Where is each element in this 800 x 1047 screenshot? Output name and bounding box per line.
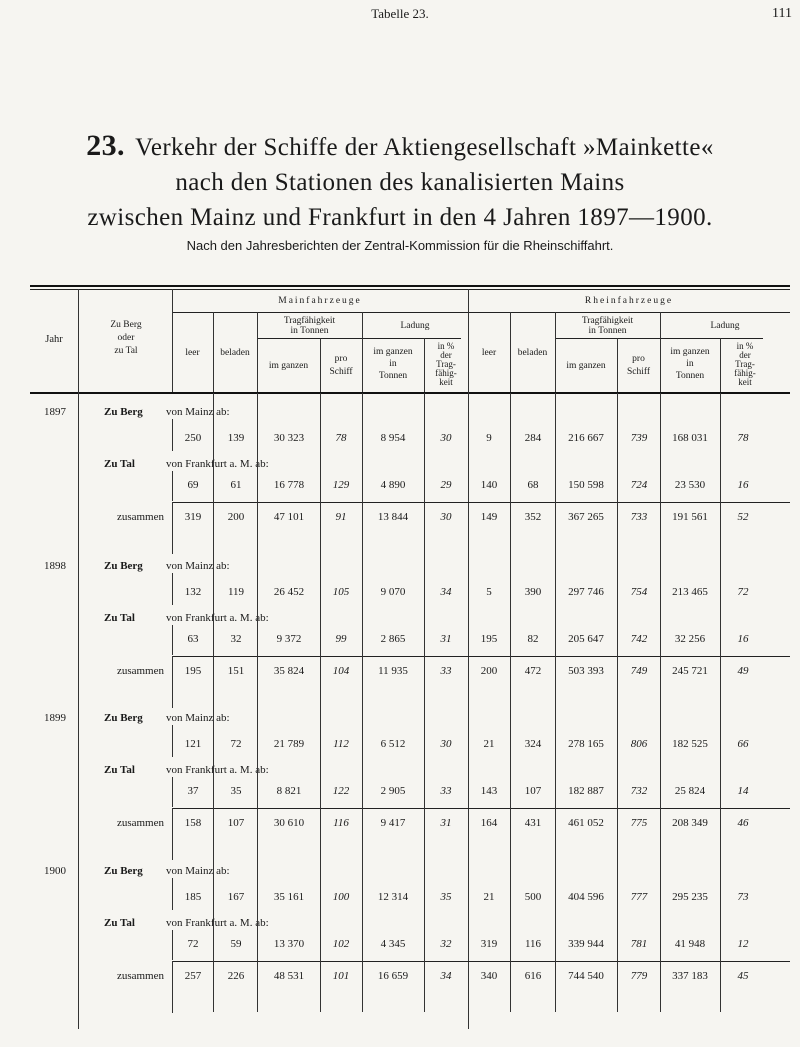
table-cell: 404 596: [568, 891, 604, 903]
body-col-rule: [320, 393, 321, 553]
table-cell: 41 948: [674, 938, 706, 950]
table-cell: 34: [440, 586, 452, 598]
table-cell: 150 598: [568, 479, 604, 491]
table-cell: 390: [524, 586, 542, 598]
table-cell: 100: [332, 891, 350, 903]
table-cell: 104: [332, 665, 350, 677]
table-cell: 143: [480, 785, 498, 797]
header-im-ganzen: im ganzen: [268, 361, 309, 371]
body-col-rule: [720, 852, 721, 1012]
table-cell: 119: [227, 586, 245, 598]
body-col-rule: [257, 852, 258, 1012]
table-cell: 16: [737, 633, 749, 645]
body-col-rule: [424, 852, 425, 1012]
station-von-frankfurt: von Frankfurt a. M. ab:: [166, 764, 269, 776]
table-cell: 30 323: [273, 432, 305, 444]
table-cell: 754: [630, 586, 648, 598]
body-col-rule: [720, 547, 721, 707]
table-cell: 340: [480, 970, 498, 982]
table-cell: 30: [440, 511, 452, 523]
table-cell: 72: [230, 738, 242, 750]
header-ladung: Ladung: [400, 321, 430, 331]
table-cell: 9 070: [380, 586, 406, 598]
table-source-note: Nach den Jahresberichten der Zentral-Kommission für die Rheinschiffahrt.: [186, 238, 614, 253]
table-cell: 61: [230, 479, 242, 491]
header-rhein-ladung-im-ganzen: im ganzen in Tonnen: [670, 347, 710, 381]
table-cell: 195: [480, 633, 498, 645]
table-cell: 200: [480, 665, 498, 677]
table-cell: 461 052: [568, 817, 604, 829]
station-von-mainz: von Mainz ab:: [166, 712, 230, 724]
body-col-rule: [555, 547, 556, 707]
table-cell: 31: [440, 817, 452, 829]
table-cell: 191 561: [672, 511, 708, 523]
header-rhein-ladung: Ladung: [710, 321, 740, 331]
body-col-rule: [320, 699, 321, 859]
col-rule-group: [468, 289, 469, 1029]
header-rhein-im-ganzen: im ganzen: [566, 361, 606, 371]
table-cell: 59: [230, 938, 242, 950]
header-leer: leer: [185, 348, 200, 358]
table-cell: 91: [335, 511, 347, 523]
table-cell: 30 610: [273, 817, 305, 829]
table-cell: 72: [187, 938, 199, 950]
table-cell: 33: [440, 665, 452, 677]
body-col-rule: [617, 547, 618, 707]
table-cell: 6 512: [380, 738, 406, 750]
table-cell: 30: [440, 738, 452, 750]
table-cell: 284: [524, 432, 542, 444]
group-header-rule: [172, 312, 790, 313]
running-head-title: Tabelle 23.: [371, 6, 429, 21]
header-rhein-pro-schiff: pro Schiff: [626, 354, 651, 377]
table-cell: 500: [524, 891, 542, 903]
table-cell: 69: [187, 479, 199, 491]
table-cell: 11 935: [378, 665, 408, 677]
body-col-rule: [510, 393, 511, 553]
title-line-2: nach den Stationen des kanalisierten Mains: [175, 169, 625, 196]
table-cell: 732: [630, 785, 648, 797]
table-cell: 78: [737, 432, 749, 444]
table-cell: 32: [230, 633, 242, 645]
table-cell: 4 890: [380, 479, 406, 491]
body-col-rule: [257, 699, 258, 859]
table-cell: 37: [187, 785, 199, 797]
table-cell: 503 393: [568, 665, 604, 677]
col-rule-jahr: [78, 289, 79, 1029]
header-pro-schiff: pro Schiff: [329, 354, 353, 377]
table-cell: 35 824: [273, 665, 305, 677]
station-von-mainz: von Mainz ab:: [166, 406, 230, 418]
table-cell: 8 954: [380, 432, 406, 444]
table-cell: 107: [524, 785, 542, 797]
row-label-zusammen: zusammen: [116, 970, 164, 982]
table-cell: 158: [184, 817, 202, 829]
table-cell: 616: [524, 970, 542, 982]
body-col-rule: [213, 393, 214, 553]
station-von-mainz: von Mainz ab:: [166, 865, 230, 877]
table-cell: 9: [486, 432, 492, 444]
table-cell: 9 417: [380, 817, 406, 829]
sum-rule: [172, 808, 790, 809]
body-col-rule: [660, 699, 661, 859]
table-cell: 21 789: [273, 738, 305, 750]
body-col-rule: [720, 699, 721, 859]
table-cell: 68: [527, 479, 539, 491]
table-cell: 101: [332, 970, 350, 982]
table-cell: 13 844: [377, 511, 409, 523]
row-label-zu-berg: Zu Berg: [104, 406, 143, 418]
sum-rule: [172, 502, 790, 503]
table-cell: 48 531: [273, 970, 305, 982]
table-cell: 14: [737, 785, 749, 797]
body-col-rule: [510, 547, 511, 707]
table-cell: 319: [480, 938, 498, 950]
table-cell: 34: [440, 970, 452, 982]
table-cell: 122: [332, 785, 350, 797]
table-cell: 245 721: [672, 665, 708, 677]
table-cell: 16: [737, 479, 749, 491]
table-cell: 35: [230, 785, 242, 797]
table-cell: 99: [335, 633, 347, 645]
table-cell: 26 452: [273, 586, 305, 598]
table-cell: 13 370: [273, 938, 305, 950]
body-col-rule: [555, 393, 556, 553]
table-cell: 132: [184, 586, 202, 598]
table-cell: 339 944: [568, 938, 604, 950]
table-cell: 31: [440, 633, 452, 645]
table-cell: 806: [630, 738, 648, 750]
table-cell: 195: [184, 665, 202, 677]
table-cell: 72: [737, 586, 749, 598]
table-cell: 733: [630, 511, 648, 523]
body-col-rule: [320, 547, 321, 707]
body-col-rule: [257, 393, 258, 553]
body-col-rule: [213, 699, 214, 859]
table-cell: 295 235: [672, 891, 708, 903]
table-cell: 9 372: [276, 633, 302, 645]
table-cell: 8 821: [276, 785, 302, 797]
table-cell: 182 887: [568, 785, 604, 797]
table-cell: 140: [480, 479, 498, 491]
table-cell: 297 746: [568, 586, 604, 598]
table-cell: 213 465: [672, 586, 708, 598]
table-cell: 63: [187, 633, 199, 645]
table-cell: 749: [630, 665, 648, 677]
row-label-zu-berg: Zu Berg: [104, 865, 143, 877]
row-label-zu-tal: Zu Tal: [104, 917, 135, 929]
header-in-prozent: in % der Trag- fähig- keit: [435, 341, 457, 387]
body-col-rule: [510, 699, 511, 859]
table-cell: 16 659: [377, 970, 409, 982]
table-cell: 5: [486, 586, 492, 598]
table-cell: 23 530: [674, 479, 706, 491]
station-von-frankfurt: von Frankfurt a. M. ab:: [166, 458, 269, 470]
body-col-rule: [424, 393, 425, 553]
table-cell: 775: [630, 817, 648, 829]
header-rhein-beladen: beladen: [517, 348, 548, 358]
sub-header-rule-main: [257, 338, 461, 339]
table-cell: 278 165: [568, 738, 604, 750]
body-col-rule: [213, 547, 214, 707]
title-line-3: zwischen Mainz und Frankfurt in den 4 Jahren 1897—1900.: [87, 204, 713, 231]
table-cell: 35 161: [273, 891, 305, 903]
station-von-mainz: von Mainz ab:: [166, 560, 230, 572]
table-cell: 724: [630, 479, 648, 491]
header-tragfaehigkeit: Tragfähigkeit in Tonnen: [283, 316, 336, 336]
table-cell: 257: [184, 970, 202, 982]
row-label-zu-tal: Zu Tal: [104, 612, 135, 624]
table-cell: 116: [333, 817, 349, 829]
body-col-rule: [617, 699, 618, 859]
table-cell: 30: [440, 432, 452, 444]
table-cell: 200: [227, 511, 245, 523]
table-cell: 45: [737, 970, 749, 982]
table-cell: 744 540: [568, 970, 604, 982]
table-cell: 47 101: [273, 511, 305, 523]
table-cell: 182 525: [672, 738, 708, 750]
table-cell: 431: [524, 817, 542, 829]
table-cell: 226: [227, 970, 245, 982]
header-bottom-rule: [30, 392, 790, 394]
table-cell: 46: [737, 817, 749, 829]
table-cell: 121: [184, 738, 202, 750]
sub-header-rule-rhein: [555, 338, 763, 339]
table-cell: 21: [483, 738, 495, 750]
table-cell: 102: [332, 938, 350, 950]
table-cell: 472: [524, 665, 542, 677]
table-cell: 185: [184, 891, 202, 903]
header-ladung-im-ganzen: im ganzen in Tonnen: [373, 347, 413, 381]
body-col-rule: [720, 393, 721, 553]
table-top-rule: [30, 285, 790, 287]
header-rhein-in-prozent: in % der Trag- fähig- keit: [734, 341, 756, 387]
table-cell: 107: [227, 817, 245, 829]
row-label-zusammen: zusammen: [116, 511, 164, 523]
title-number: 23.: [86, 129, 125, 162]
row-label-zu-tal: Zu Tal: [104, 458, 135, 470]
table-cell: 35: [440, 891, 452, 903]
title-line-1: 23. Verkehr der Schiffe der Aktiengesellschaft »Mainkette«: [86, 129, 714, 162]
table-cell: 25 824: [674, 785, 706, 797]
table-cell: 367 265: [568, 511, 604, 523]
year-label: 1897: [44, 406, 66, 418]
table-cell: 208 349: [672, 817, 708, 829]
body-col-rule: [660, 393, 661, 553]
table-cell: 319: [184, 511, 202, 523]
table-cell: 29: [440, 479, 452, 491]
table-cell: 139: [227, 432, 245, 444]
table-cell: 4 345: [380, 938, 406, 950]
table-cell: 167: [227, 891, 245, 903]
row-label-zusammen: zusammen: [116, 665, 164, 677]
table-cell: 777: [630, 891, 648, 903]
table-cell: 66: [737, 738, 749, 750]
table-cell: 779: [630, 970, 648, 982]
table-cell: 352: [524, 511, 542, 523]
header-jahr: Jahr: [45, 334, 63, 345]
sum-rule: [172, 656, 790, 657]
year-label: 1898: [44, 560, 66, 572]
header-rhein-tragfaehigkeit: Tragfähigkeit in Tonnen: [581, 316, 634, 336]
body-col-rule: [555, 699, 556, 859]
body-col-rule: [320, 852, 321, 1012]
table-cell: 129: [332, 479, 350, 491]
sum-rule: [172, 961, 790, 962]
table-cell: 324: [524, 738, 542, 750]
body-col-rule: [213, 852, 214, 1012]
table-cell: 205 647: [568, 633, 604, 645]
body-col-rule: [424, 547, 425, 707]
station-von-frankfurt: von Frankfurt a. M. ab:: [166, 612, 269, 624]
table-cell: 21: [483, 891, 495, 903]
body-col-rule: [660, 547, 661, 707]
body-col-rule: [362, 547, 363, 707]
table-cell: 112: [333, 738, 349, 750]
table-cell: 16 778: [273, 479, 305, 491]
year-label: 1899: [44, 712, 66, 724]
table-cell: 82: [527, 633, 539, 645]
table-cell: 2 865: [380, 633, 406, 645]
header-direction: Zu Berg oder zu Tal: [110, 320, 142, 356]
body-col-rule: [257, 547, 258, 707]
station-von-frankfurt: von Frankfurt a. M. ab:: [166, 917, 269, 929]
table-cell: 78: [335, 432, 347, 444]
table-cell: 32: [440, 938, 452, 950]
header-rheinfahrzeuge: Rheinfahrzeuge: [584, 296, 674, 306]
body-col-rule: [617, 393, 618, 553]
row-label-zu-berg: Zu Berg: [104, 712, 143, 724]
row-label-zu-berg: Zu Berg: [104, 560, 143, 572]
table-cell: 12: [737, 938, 749, 950]
table-cell: 168 031: [672, 432, 708, 444]
table-cell: 73: [737, 891, 749, 903]
page-number: 111: [772, 6, 792, 21]
body-col-rule: [555, 852, 556, 1012]
body-col-rule: [362, 699, 363, 859]
body-col-rule: [362, 852, 363, 1012]
body-col-rule: [510, 852, 511, 1012]
table-top-rule-2: [30, 289, 790, 290]
table-cell: 12 314: [377, 891, 409, 903]
table-cell: 781: [630, 938, 648, 950]
table-cell: 33: [440, 785, 452, 797]
body-col-rule: [424, 699, 425, 859]
table-cell: 116: [524, 938, 542, 950]
table-cell: 337 183: [672, 970, 708, 982]
table-cell: 250: [184, 432, 202, 444]
table-cell: 49: [737, 665, 749, 677]
table-cell: 742: [630, 633, 648, 645]
row-label-zu-tal: Zu Tal: [104, 764, 135, 776]
row-label-zusammen: zusammen: [116, 817, 164, 829]
table-cell: 739: [630, 432, 648, 444]
body-col-rule: [362, 393, 363, 553]
year-label: 1900: [44, 865, 66, 877]
table-cell: 2 905: [380, 785, 406, 797]
header-rhein-leer: leer: [481, 348, 497, 358]
header-mainfahrzeuge: Mainfahrzeuge: [278, 296, 362, 306]
table-cell: 32 256: [674, 633, 706, 645]
table-cell: 216 667: [568, 432, 604, 444]
header-beladen: beladen: [220, 348, 250, 358]
table-cell: 105: [332, 586, 350, 598]
body-col-rule: [617, 852, 618, 1012]
body-col-rule: [660, 852, 661, 1012]
table-cell: 52: [737, 511, 749, 523]
table-cell: 149: [480, 511, 498, 523]
table-cell: 164: [480, 817, 498, 829]
table-cell: 151: [227, 665, 245, 677]
